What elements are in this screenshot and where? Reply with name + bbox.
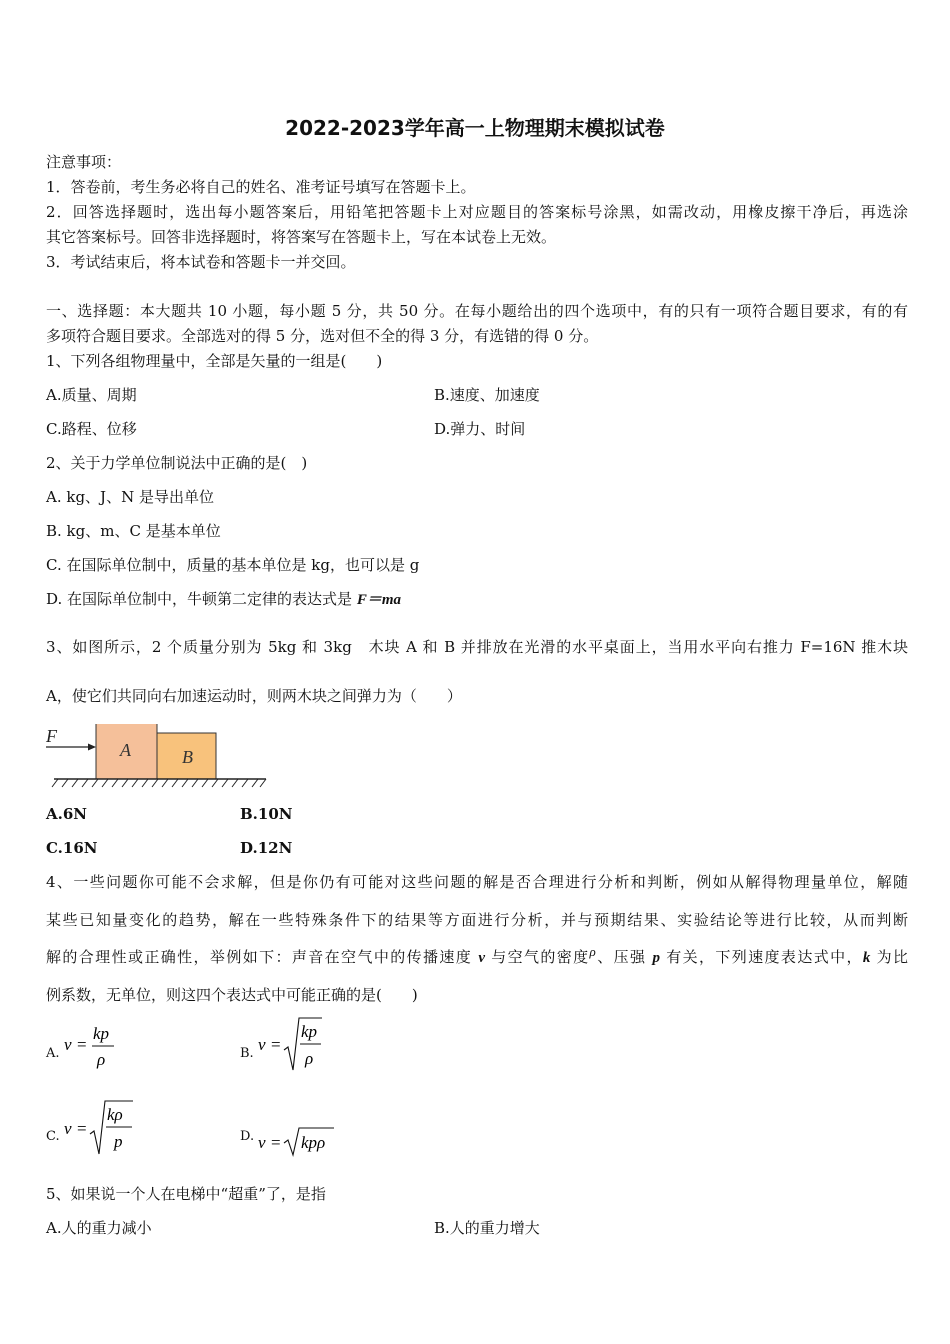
page-title: 2022-2023学年高一上物理期末模拟试卷 xyxy=(285,116,665,140)
block-a-label: A xyxy=(120,740,131,760)
notice-heading: 注意事项： xyxy=(46,153,122,171)
question-4-option-a-label: A. xyxy=(46,1046,60,1061)
question-1-option-d: D.弹力、时间 xyxy=(434,420,526,438)
svg-text:v: v xyxy=(64,1119,72,1138)
question-5-stem: 5、如果说一个人在电梯中“超重”了，是指 xyxy=(46,1185,326,1203)
section-instructions-line-1: 一、选择题：本大题共 10 小题，每小题 5 分，共 50 分。在每小题给出的四个选项中，有的只有一项符合题目要求，有的有 xyxy=(46,302,908,320)
question-4-stem-line-4: 例系数，无单位，则这四个表达式中可能正确的是( ) xyxy=(46,986,418,1004)
notice-item-1: 1．答卷前，考生务必将自己的姓名、准考证号填写在答题卡上。 xyxy=(46,178,476,196)
question-2-option-b: B. kg、m、C 是基本单位 xyxy=(46,522,221,540)
question-5-option-a: A.人的重力减小 xyxy=(46,1219,152,1237)
svg-text:kpρ: kpρ xyxy=(301,1133,326,1152)
question-3-option-a: A.6N xyxy=(46,805,88,823)
question-3-stem-line-2: A，使它们共同向右加速运动时，则两木块之间弹力为（ ） xyxy=(46,687,462,705)
svg-text:kρ: kρ xyxy=(107,1105,123,1124)
svg-text:ρ: ρ xyxy=(305,1049,314,1068)
question-4-option-b-formula xyxy=(256,1016,328,1074)
question-2-option-d xyxy=(46,589,401,610)
question-3-option-b: B.10N xyxy=(240,805,293,823)
section-instructions-line-2: 多项符合题目要求。全部选对的得 5 分，选对但不全的得 3 分，有选错的得 0 分。 xyxy=(46,327,599,345)
question-2-option-a: A. kg、J、N 是导出单位 xyxy=(46,488,214,506)
svg-text:kp: kp xyxy=(93,1024,110,1043)
notice-item-2-line-2: 其它答案标号。回答非选择题时，将答案写在答题卡上，写在本试卷上无效。 xyxy=(46,228,557,246)
question-3-option-c: C.16N xyxy=(46,839,98,857)
question-1-option-a: A.质量、周期 xyxy=(46,386,137,404)
question-4-stem-line-1: 4、一些问题你可能不会求解，但是你仍有可能对这些问题的解是否合理进行分析和判断，例如从解得物理量单位，解随 xyxy=(46,873,908,891)
question-4-option-b-label: B. xyxy=(240,1046,254,1061)
force-label: F xyxy=(46,726,57,746)
svg-text:v: v xyxy=(258,1035,266,1054)
question-4-stem-line-3: 解的合理性或正确性，举例如下：声音在空气中的传播速度 v 与空气的密度ρ、压强 p 有关，下列速度表达式中，k 为比 xyxy=(46,944,908,966)
question-4-option-d-formula xyxy=(256,1124,340,1158)
question-4-option-d-label: D. xyxy=(240,1129,255,1144)
question-1-option-c: C.路程、位移 xyxy=(46,420,137,438)
svg-text:=: = xyxy=(271,1133,281,1152)
svg-text:=: = xyxy=(77,1035,87,1054)
question-4-option-c-formula xyxy=(62,1098,138,1158)
block-b-label: B xyxy=(182,747,193,767)
svg-text:kp: kp xyxy=(301,1022,318,1041)
notice-item-2-line-1: 2．回答选择题时，选出每小题答案后，用铅笔把答题卡上对应题目的答案标号涂黑，如需改动，用橡皮擦干净后，再选涂 xyxy=(46,203,908,221)
question-1-option-b: B.速度、加速度 xyxy=(434,386,540,404)
svg-text:v: v xyxy=(258,1133,266,1152)
notice-item-3: 3．考试结束后，将本试卷和答题卡一并交回。 xyxy=(46,253,356,271)
question-3-option-d: D.12N xyxy=(240,839,293,857)
question-3-stem-line-1: 3、如图所示，2 个质量分别为 5kg 和 3kg 木块 A 和 B 并排放在光滑的水平桌面上，当用水平向右推力 F=16N 推木块 xyxy=(46,638,908,656)
question-2-stem: 2、关于力学单位制说法中正确的是( ) xyxy=(46,454,308,472)
question-4-option-c-label: C. xyxy=(46,1129,60,1144)
svg-text:=: = xyxy=(77,1119,87,1138)
svg-text:=: = xyxy=(271,1035,281,1054)
svg-text:p: p xyxy=(114,1132,123,1151)
ground-surface xyxy=(52,779,266,787)
question-2-option-d-text: D. 在国际单位制中，牛顿第二定律的表达式是 xyxy=(46,590,357,608)
question-5-option-b: B.人的重力增大 xyxy=(434,1219,540,1237)
svg-text:v: v xyxy=(64,1035,72,1054)
question-4-stem-line-2: 某些已知量变化的趋势，解在一些特殊条件下的结果等方面进行分析，并与预期结果、实验结论等进行比较，从而判断 xyxy=(46,911,908,929)
question-4-option-a-formula xyxy=(62,1020,122,1076)
question-2-option-c: C. 在国际单位制中，质量的基本单位是 kg，也可以是 g xyxy=(46,556,420,574)
svg-text:ρ: ρ xyxy=(97,1050,106,1069)
question-1-stem: 1、下列各组物理量中，全部是矢量的一组是( ) xyxy=(46,352,383,370)
newton-second-law-formula: F＝ma xyxy=(356,592,401,608)
blocks-figure xyxy=(44,724,269,794)
